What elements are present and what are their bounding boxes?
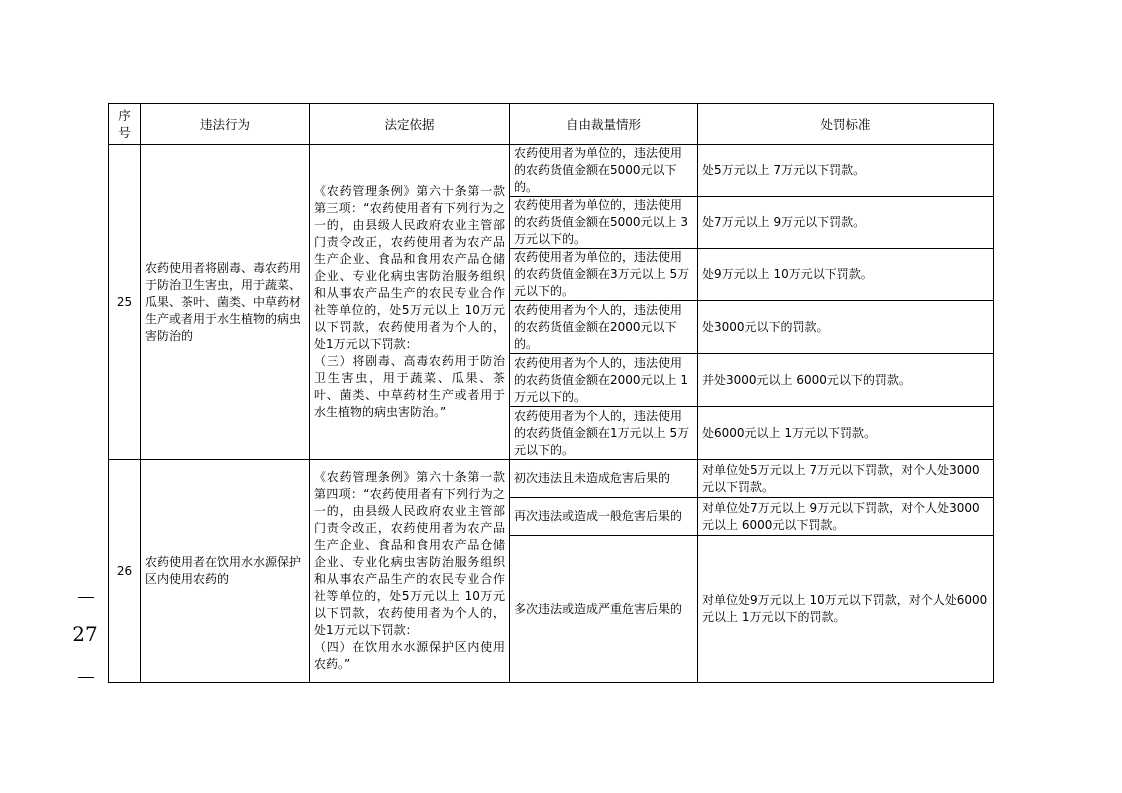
row25-situation-5: 农药使用者为个人的，违法使用的农药货值金额在2000元以上 1万元以下的。 <box>510 354 698 407</box>
row26-penalty-3: 对单位处9万元以上 10万元以下罚款，对个人处6000元以上 1万元以下的罚款。 <box>698 536 994 683</box>
penalty-standard-table <box>108 103 994 683</box>
row26-seq: 26 <box>109 460 141 683</box>
row26-penalty-1: 对单位处5万元以上 7万元以下罚款，对个人处3000元以下罚款。 <box>698 460 994 498</box>
row25-penalty-1: 处5万元以上 7万元以下罚款。 <box>698 145 994 197</box>
header-discretion: 自由裁量情形 <box>510 104 698 145</box>
row26-situation-1: 初次违法且未造成危害后果的 <box>510 460 698 498</box>
row25-basis: 《农药管理条例》第六十条第一款第三项：“农药使用者有下列行为之一的，由县级人民政府农业主管部门责令改正，农药使用者为农产品生产企业、食品和食用农产品仓储企业、专业化病虫害防治服务组织和从事农产品生产的农民专业合作社等单位的，处5万元以上 10万元以下罚款，农药使用者为个人的，处1万元以下罚款： （三）将剧毒、高毒农药用于防治卫生害虫，用于蔬菜、瓜果、茶叶、菌类、中草药材生产或者用于水生植物的病虫害防治。” <box>310 145 510 460</box>
table-row <box>109 145 994 197</box>
row25-situation-4: 农药使用者为个人的，违法使用的农药货值金额在2000元以下的。 <box>510 301 698 354</box>
table-header-row <box>109 104 994 145</box>
row26-basis: 《农药管理条例》第六十条第一款第四项：“农药使用者有下列行为之一的，由县级人民政府农业主管部门责令改正，农药使用者为农产品生产企业、食品和食用农产品仓储企业、专业化病虫害防治服务组织和从事农产品生产的农民专业合作社等单位的，处5万元以上 10万元以下罚款，农药使用者为个人的，处1万元以下罚款： （四）在饮用水水源保护区内使用农药。” <box>310 460 510 683</box>
header-penalty: 处罚标准 <box>698 104 994 145</box>
row25-situation-2: 农药使用者为单位的，违法使用的农药货值金额在5000元以上 3万元以下的。 <box>510 197 698 249</box>
row25-seq: 25 <box>109 145 141 460</box>
row25-situation-3: 农药使用者为单位的，违法使用的农药货值金额在3万元以上 5万元以下的。 <box>510 249 698 301</box>
page-number-dash-bottom <box>78 677 94 678</box>
table-row <box>109 460 994 498</box>
row25-penalty-5: 并处3000元以上 6000元以下的罚款。 <box>698 354 994 407</box>
header-basis: 法定依据 <box>310 104 510 145</box>
row25-penalty-6: 处6000元以上 1万元以下罚款。 <box>698 407 994 460</box>
row25-situation-6: 农药使用者为个人的，违法使用的农药货值金额在1万元以上 5万元以下的。 <box>510 407 698 460</box>
row25-penalty-2: 处7万元以上 9万元以下罚款。 <box>698 197 994 249</box>
header-seq: 序 号 <box>109 104 141 145</box>
row25-penalty-4: 处3000元以下的罚款。 <box>698 301 994 354</box>
row25-situation-1: 农药使用者为单位的，违法使用的农药货值金额在5000元以下的。 <box>510 145 698 197</box>
row26-penalty-2: 对单位处7万元以上 9万元以下罚款，对个人处3000元以上 6000元以下罚款。 <box>698 498 994 536</box>
page-number-dash-top <box>78 597 94 598</box>
header-behavior: 违法行为 <box>141 104 310 145</box>
row26-situation-2: 再次违法或造成一般危害后果的 <box>510 498 698 536</box>
row25-penalty-3: 处9万元以上 10万元以下罚款。 <box>698 249 994 301</box>
page-number: 27 <box>72 622 98 646</box>
row26-behavior: 农药使用者在饮用水水源保护区内使用农药的 <box>141 460 310 683</box>
row25-behavior: 农药使用者将剧毒、毒农药用于防治卫生害虫，用于蔬菜、瓜果、茶叶、菌类、中草药材生产或者用于水生植物的病虫害防治的 <box>141 145 310 460</box>
row26-situation-3: 多次违法或造成严重危害后果的 <box>510 536 698 683</box>
